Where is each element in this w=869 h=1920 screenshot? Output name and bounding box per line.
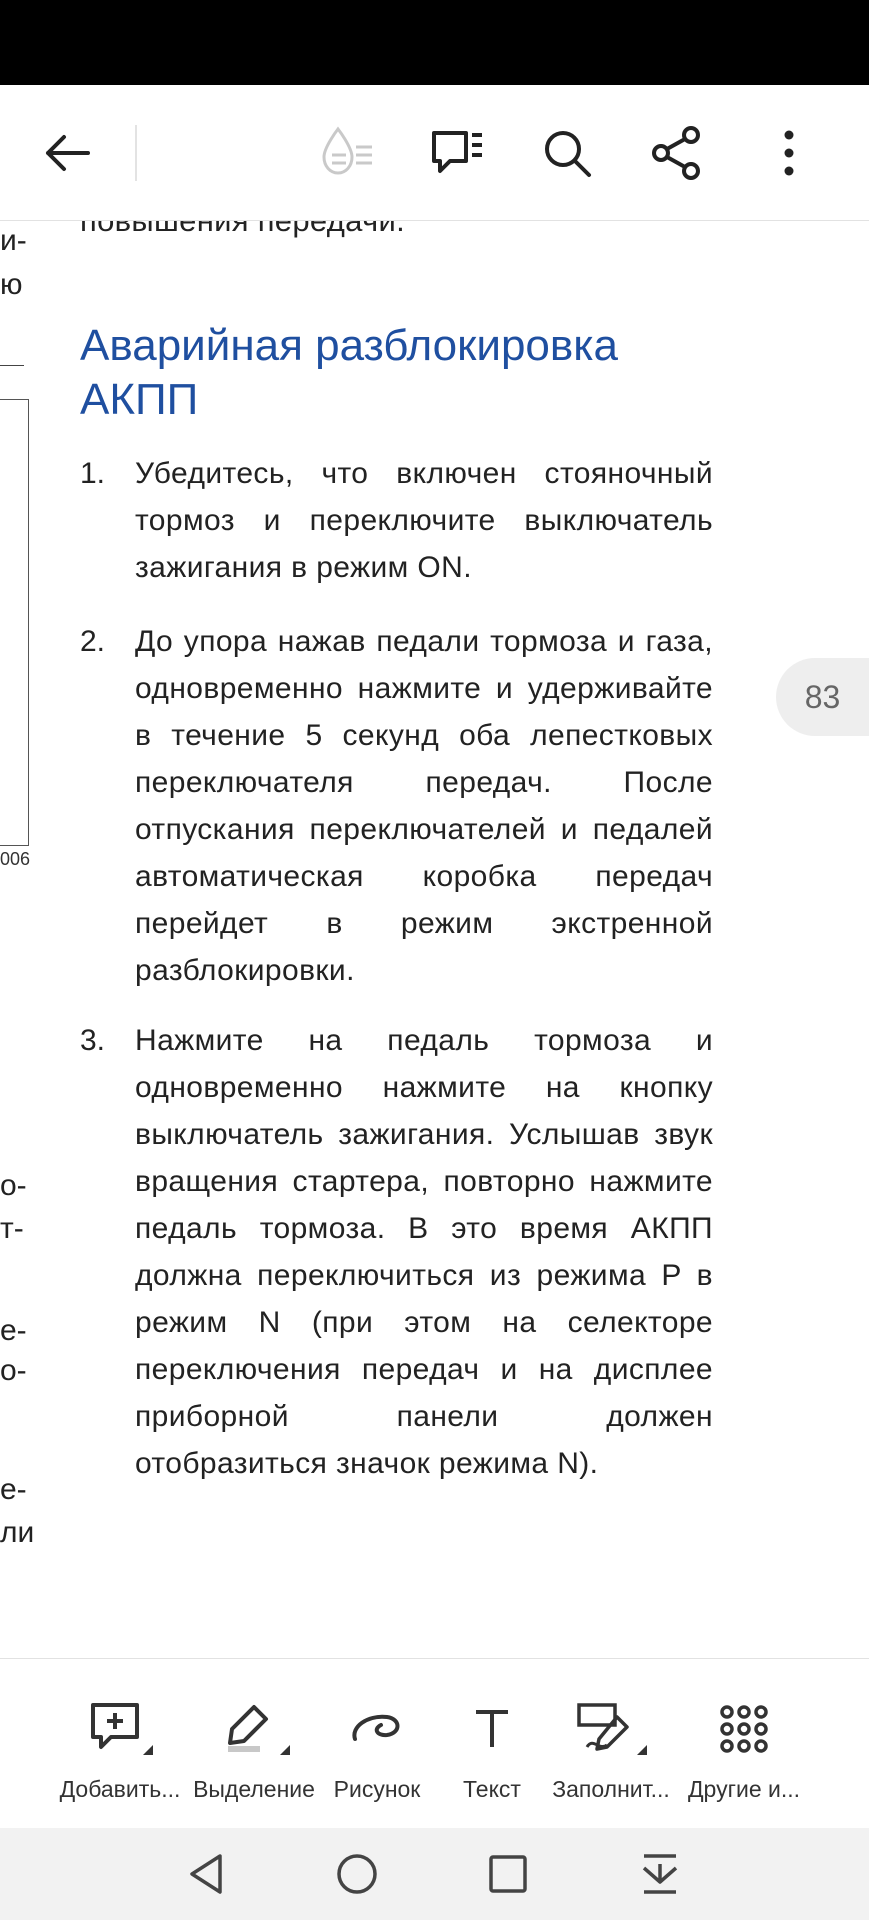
share-icon bbox=[649, 125, 705, 181]
list-item: Нажмите на педаль тормоза и одновременно нажмите на кнопку выключатель зажигания. Услышав звук вращения стартера, повторно нажмите педаль тормоза. В это время АКПП должна переключиться из режима P в режим N (при этом на селекторе переключения передач и на дисплее приборной панели должен отобразиться значок режима N). bbox=[135, 1024, 713, 1480]
list-item-number: 3. bbox=[80, 1024, 106, 1057]
annotation-toolbar bbox=[0, 1658, 869, 1829]
top-toolbar bbox=[0, 85, 869, 221]
comments-button[interactable] bbox=[418, 113, 498, 193]
nav-download-button[interactable] bbox=[620, 1844, 700, 1904]
list-item: До упора нажав педали тормоза и газа, одновременно нажмите и удерживайте в течение 5 секунд оба лепестковых переключателя передач. После отпускания переключателей и педалей автоматическая коробка передач перейдет в режим экстренной разблокировки. bbox=[135, 625, 713, 987]
left-page-fragment: е- bbox=[0, 1473, 27, 1506]
arrow-left-icon bbox=[42, 133, 92, 173]
more-options-button[interactable] bbox=[749, 113, 829, 193]
nav-home-button[interactable] bbox=[317, 1844, 397, 1904]
grid-icon bbox=[719, 1704, 769, 1754]
more-vert-icon bbox=[779, 128, 799, 178]
highlighter-icon bbox=[216, 1701, 292, 1757]
text-tool[interactable] bbox=[427, 1659, 557, 1829]
document-page[interactable] bbox=[0, 221, 869, 1658]
list-item-number: 2. bbox=[80, 625, 106, 658]
figure-caption: 006 bbox=[0, 849, 31, 869]
draw-icon bbox=[347, 1709, 407, 1749]
left-page-fragment: ли bbox=[0, 1516, 35, 1549]
share-button[interactable] bbox=[637, 113, 717, 193]
comments-icon bbox=[430, 127, 486, 179]
text-icon bbox=[472, 1707, 512, 1751]
left-page-fragment: о- bbox=[0, 1354, 27, 1387]
read-mode-button[interactable] bbox=[308, 113, 388, 193]
system-navigation-bar bbox=[0, 1828, 869, 1920]
section-heading: Аварийная разблокировка АКПП bbox=[80, 321, 618, 424]
nav-back-button[interactable] bbox=[166, 1844, 246, 1904]
status-bar bbox=[0, 0, 869, 85]
download-icon bbox=[640, 1852, 680, 1896]
add-comment-tool[interactable] bbox=[55, 1659, 185, 1829]
search-button[interactable] bbox=[527, 113, 607, 193]
search-icon bbox=[541, 127, 593, 179]
back-triangle-icon bbox=[186, 1852, 226, 1896]
tool-label: Заполнит... bbox=[552, 1776, 670, 1802]
more-tools[interactable] bbox=[679, 1659, 809, 1829]
add-comment-icon bbox=[85, 1701, 155, 1757]
list-item: Убедитесь, что включен стояночный тормоз и переключите выключатель зажигания в режим ON. bbox=[135, 457, 713, 584]
tool-label: Текст bbox=[463, 1776, 521, 1802]
highlight-tool[interactable] bbox=[189, 1659, 319, 1829]
tool-label: Добавить... bbox=[59, 1776, 181, 1802]
left-page-fragment: о- bbox=[0, 1169, 27, 1202]
fill-sign-tool[interactable] bbox=[546, 1659, 676, 1829]
left-page-fragment: и- bbox=[0, 224, 27, 257]
left-page-fragment: ю bbox=[0, 268, 23, 301]
left-page-rule bbox=[0, 365, 24, 366]
toolbar-separator bbox=[135, 125, 137, 181]
left-page-fragment: е- bbox=[0, 1314, 27, 1347]
tool-label: Выделение bbox=[193, 1776, 315, 1802]
recents-square-icon bbox=[487, 1853, 529, 1895]
nav-recents-button[interactable] bbox=[468, 1844, 548, 1904]
tool-label: Другие и... bbox=[687, 1776, 801, 1802]
page-number-badge[interactable]: 83 bbox=[776, 658, 869, 736]
back-button[interactable] bbox=[27, 113, 107, 193]
read-mode-icon bbox=[318, 125, 378, 181]
left-page-figure bbox=[0, 399, 29, 846]
list-item-number: 1. bbox=[80, 457, 106, 490]
home-circle-icon bbox=[335, 1852, 379, 1896]
left-page-fragment: т- bbox=[0, 1212, 24, 1245]
draw-tool[interactable] bbox=[312, 1659, 442, 1829]
fill-sign-icon bbox=[573, 1701, 649, 1757]
tool-label: Рисунок bbox=[333, 1776, 421, 1802]
